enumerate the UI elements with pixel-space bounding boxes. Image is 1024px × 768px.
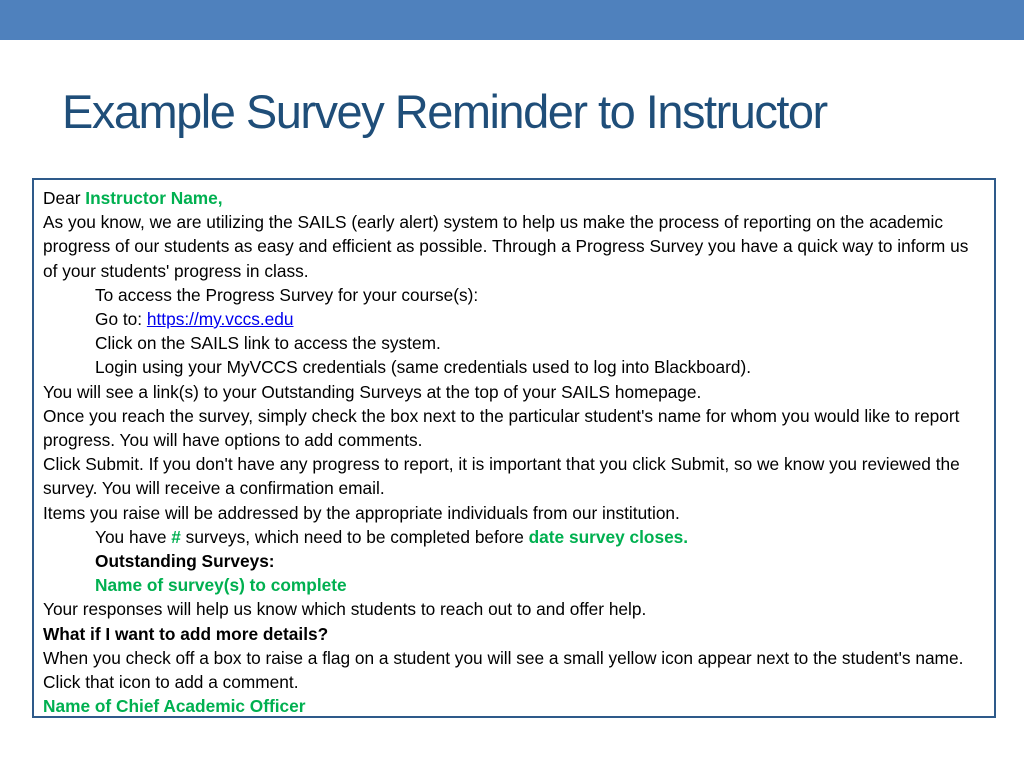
- para-items-raised: Items you raise will be addressed by the appropriate individuals from our institution.: [43, 502, 680, 523]
- step-login: Login using your MyVCCS credentials (same credentials used to log into Blackboard).: [95, 357, 752, 378]
- para-flag: When you check off a box to raise a flag on a student you will see a small yellow icon appear next to the student's name. Click that icon to add a comment.: [43, 647, 964, 693]
- surveys-count-line: [43, 525, 986, 549]
- surveys-count-placeholder: #: [171, 526, 181, 547]
- email-template-box: [32, 178, 996, 718]
- intro-paragraph: As you know, we are utilizing the SAILS (early alert) system to help us make the process of reporting on the academic progress of our students as easy and efficient as possible. Through a Progress Survey you have a quick way to inform us of your students' progress in class.: [43, 212, 969, 281]
- survey-names-placeholder: Name of survey(s) to complete: [95, 575, 347, 596]
- greeting-line: [43, 186, 986, 210]
- slide-title: Example Survey Reminder to Instructor: [62, 85, 827, 138]
- surveys-middle: surveys, which need to be completed before: [180, 526, 529, 547]
- para-submit: Click Submit. If you don't have any progress to report, it is important that you click Submit, so we know you reviewed the survey. You will receive a confirmation email.: [43, 454, 960, 499]
- para-check-box: Once you reach the survey, simply check the box next to the particular student's name for whom you would like to report progress. You will have options to add comments.: [43, 405, 960, 451]
- vccs-portal-link[interactable]: https://my.vccs.edu: [146, 309, 294, 330]
- goto-line: [43, 307, 986, 331]
- greeting-prefix: Dear: [43, 188, 86, 208]
- step-click-sails: Click on the SAILS link to access the system.: [95, 333, 441, 354]
- access-steps-intro: To access the Progress Survey for your course(s):: [95, 284, 479, 305]
- outstanding-surveys-label: Outstanding Surveys:: [95, 551, 275, 572]
- survey-close-date-placeholder: date survey closes.: [528, 526, 689, 547]
- surveys-prefix: You have: [95, 526, 172, 547]
- goto-prefix: Go to:: [95, 309, 147, 330]
- signature-placeholder: Name of Chief Academic Officer: [43, 696, 306, 717]
- para-outstanding-links: You will see a link(s) to your Outstanding Surveys at the top of your SAILS homepage.: [43, 381, 702, 402]
- para-responses: Your responses will help us know which students to reach out to and offer help.: [43, 599, 647, 620]
- question-heading: What if I want to add more details?: [43, 623, 329, 644]
- top-accent-bar: [0, 0, 1024, 40]
- greeting-name-placeholder: Instructor Name,: [85, 188, 223, 208]
